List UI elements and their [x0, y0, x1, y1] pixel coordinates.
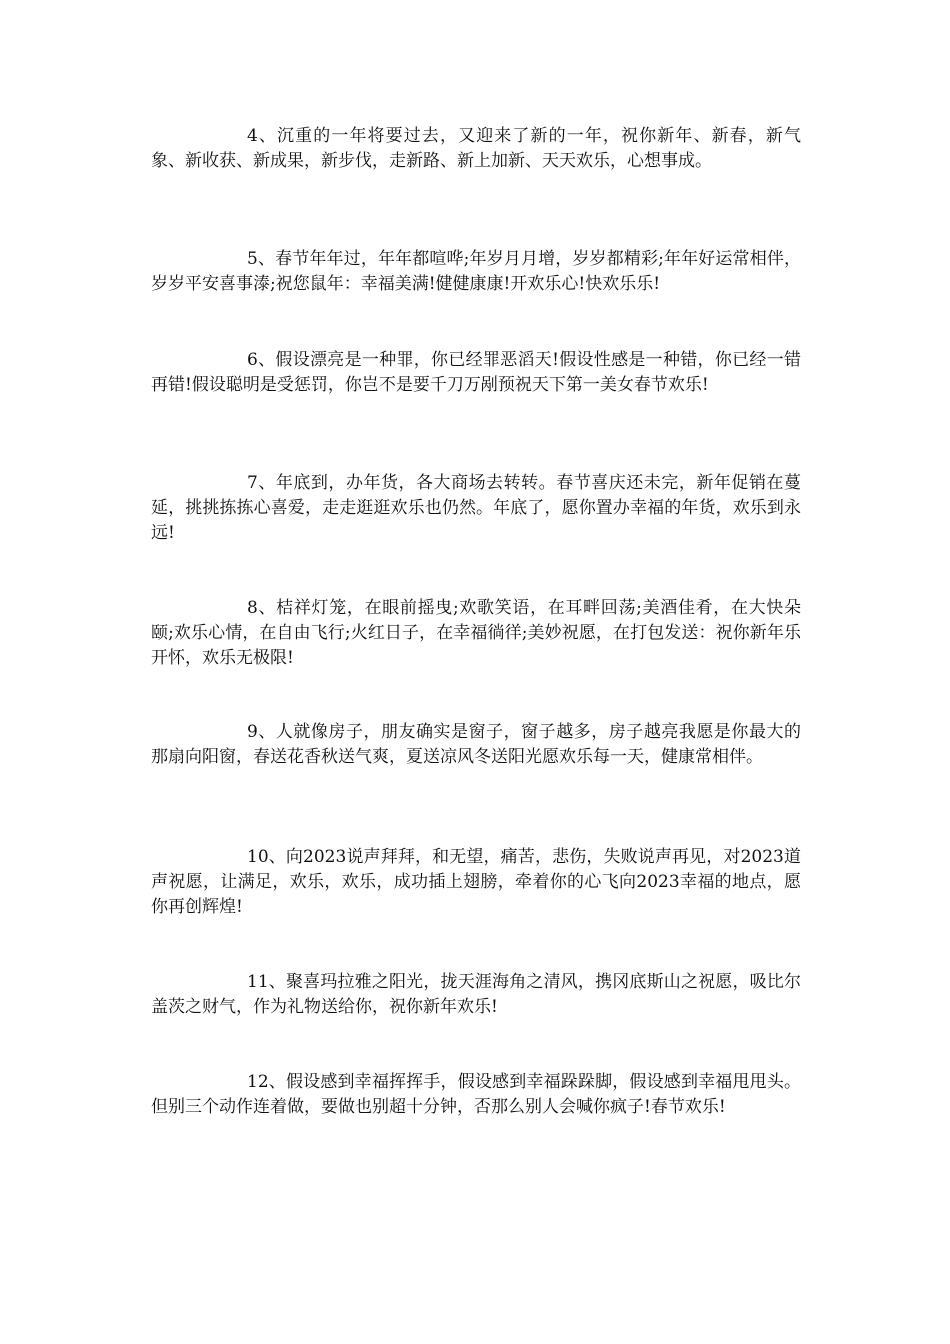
- paragraph-5: 5、春节年年过，年年都喧哗;年岁月月增，岁岁都精彩;年年好运常相伴，岁岁平安喜事溙;祝您鼠年：幸福美满!健健康康!开欢乐心!快欢乐乐!: [151, 249, 801, 294]
- paragraph-8: 8、桔祥灯笼，在眼前摇曳;欢歌笑语，在耳畔回荡;美酒佳肴，在大快朵颐;欢乐心情，在自由飞行;火红日子，在幸福徜徉;美妙祝愿，在打包发送：祝你新年乐开怀，欢乐无极限!: [151, 598, 801, 668]
- paragraph-7: 7、年底到，办年货，各大商场去转转。春节喜庆还未完，新年促销在蔓延，挑挑拣拣心喜爱，走走逛逛欢乐也仍然。年底了，愿你置办幸福的年货，欢乐到永远!: [151, 473, 801, 543]
- paragraph-6: 6、假设漂亮是一种罪，你已经罪恶滔天!假设性感是一种错，你已经一错再错!假设聪明是受惩罚，你岂不是要千刀万剐预祝天下第一美女春节欢乐!: [151, 350, 801, 395]
- paragraph-10: 10、向2023说声拜拜，和无望，痛苦，悲伤，失败说声再见，对2023道声祝愿，让满足，欢乐，欢乐，成功插上翅膀，牵着你的心飞向2023幸福的地点，愿你再创辉煌!: [151, 847, 801, 917]
- paragraph-12: 12、假设感到幸福挥挥手，假设感到幸福跺跺脚，假设感到幸福甩甩头。但别三个动作连着做，要做也别超十分钟，否那么别人会喊你疯子!春节欢乐!: [151, 1072, 801, 1117]
- paragraph-9: 9、人就像房子，朋友确实是窗子，窗子越多，房子越亮我愿是你最大的那扇向阳窗，春送花香秋送气爽，夏送凉风冬送阳光愿欢乐每一天，健康常相伴。: [151, 722, 801, 767]
- paragraph-4: 4、沉重的一年将要过去，又迎来了新的一年，祝你新年、新春，新气象、新收获、新成果，新步伐，走新路、新上加新、天天欢乐，心想事成。: [151, 126, 801, 171]
- paragraph-11: 11、聚喜玛拉雅之阳光，拢天涯海角之清风，携冈底斯山之祝愿，吸比尔盖茨之财气，作为礼物送给你，祝你新年欢乐!: [151, 972, 801, 1017]
